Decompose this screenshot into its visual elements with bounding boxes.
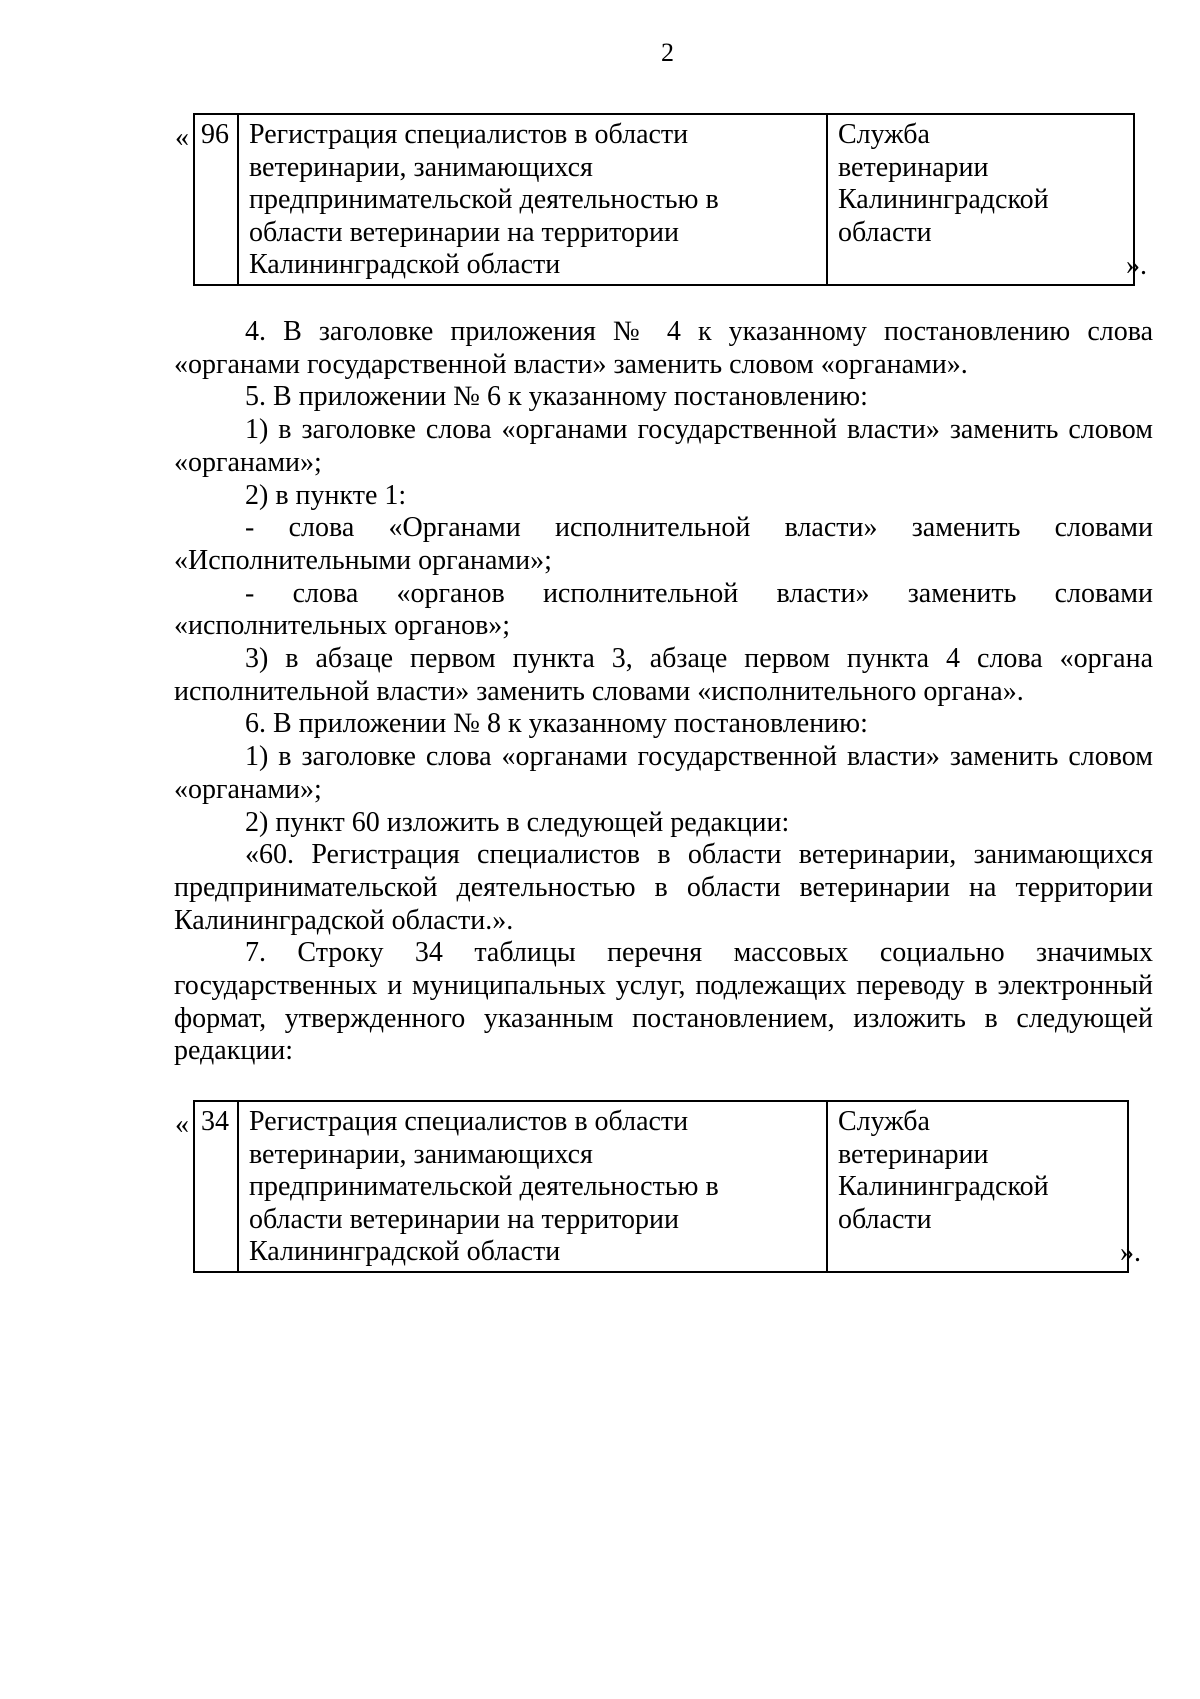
paragraph-line: 4. В заголовке приложения № 4 к указанному постановлению слова — [245, 316, 1153, 347]
paragraph-line: формат, утвержденного указанным постановлением, изложить в следующей — [174, 1002, 1153, 1034]
table-close-quote: ». — [1120, 1237, 1141, 1268]
responsible-org-cell — [827, 1101, 1128, 1272]
paragraph-line: Калининградской области.». — [174, 904, 514, 936]
service-name-line: Регистрация специалистов в области — [249, 119, 689, 150]
service-name-line: Калининградской области — [249, 249, 561, 280]
paragraph-line: 1) в заголовке слова «органами государственной власти» заменить словом — [245, 741, 1153, 773]
services-table-row-34 — [193, 1100, 1129, 1273]
service-name-cell — [238, 114, 827, 285]
service-name-line: области ветеринарии на территории — [249, 216, 680, 248]
org-line: ветеринарии — [838, 151, 989, 183]
paragraph-line: «Исполнительными органами»; — [174, 544, 552, 576]
table-open-quote: « — [175, 122, 189, 153]
table-open-quote: « — [175, 1109, 189, 1140]
row-number-cell: 34 — [194, 1101, 238, 1272]
paragraph-line: исполнительной власти» заменить словами «исполнительного органа». — [174, 675, 1024, 707]
service-name-line: области ветеринарии на территории — [249, 1203, 680, 1235]
org-line: Калининградской — [838, 184, 1049, 215]
paragraph-line: 5. В приложении № 6 к указанному постановлению: — [245, 381, 868, 413]
paragraph-line: «исполнительных органов»; — [174, 610, 511, 642]
paragraph-line: 2) пункт 60 изложить в следующей редакции: — [245, 806, 790, 838]
paragraph-line: государственных и муниципальных услуг, подлежащих переводу в электронный — [174, 970, 1153, 1002]
service-name-line: ветеринарии, занимающихся — [249, 151, 593, 183]
paragraph-line: «60. Регистрация специалистов в области ветеринарии, занимающихся — [245, 839, 1153, 871]
table-close-quote: ». — [1126, 250, 1147, 281]
paragraph-line: 3) в абзаце первом пункта 3, абзаце первом пункта 4 слова «органа — [245, 643, 1153, 675]
org-line: Служба — [838, 1106, 930, 1137]
service-name-line: ветеринарии, занимающихся — [249, 1138, 593, 1170]
paragraph-line: редакции: — [174, 1035, 294, 1067]
paragraph-line: 7. Строку 34 таблицы перечня массовых социально значимых — [245, 937, 1153, 969]
org-line: области — [838, 216, 932, 248]
paragraph-line: 2) в пункте 1: — [245, 479, 407, 511]
service-name-line: Регистрация специалистов в области — [249, 1106, 689, 1137]
service-name-cell — [238, 1101, 827, 1272]
amendments-text — [174, 316, 1153, 1068]
services-table-row-96 — [193, 113, 1135, 286]
paragraph-line: - слова «органов исполнительной власти» заменить словами — [245, 577, 1153, 609]
paragraph-line: - слова «Органами исполнительной власти» заменить словами — [245, 512, 1153, 544]
paragraph-line: 6. В приложении № 8 к указанному постановлению: — [245, 708, 868, 740]
paragraph-line: «органами государственной власти» заменить словом «органами». — [174, 348, 968, 380]
org-line: ветеринарии — [838, 1138, 989, 1170]
table-row — [194, 114, 1134, 285]
row-number-cell: 96 — [194, 114, 238, 285]
responsible-org-cell — [827, 114, 1134, 285]
paragraph-line: «органами»; — [174, 446, 322, 478]
org-line: Служба — [838, 119, 930, 150]
page-number: 2 — [661, 38, 674, 67]
service-name-line: предпринимательской деятельностью в — [249, 1171, 719, 1202]
org-line: области — [838, 1203, 932, 1235]
paragraph-line: предпринимательской деятельностью в области ветеринарии на территории — [174, 871, 1153, 903]
service-name-line: предпринимательской деятельностью в — [249, 184, 719, 215]
table-row — [194, 1101, 1128, 1272]
service-name-line: Калининградской области — [249, 1236, 561, 1267]
paragraph-line: 1) в заголовке слова «органами государственной власти» заменить словом — [245, 414, 1153, 446]
org-line: Калининградской — [838, 1171, 1049, 1202]
paragraph-line: «органами»; — [174, 773, 322, 805]
